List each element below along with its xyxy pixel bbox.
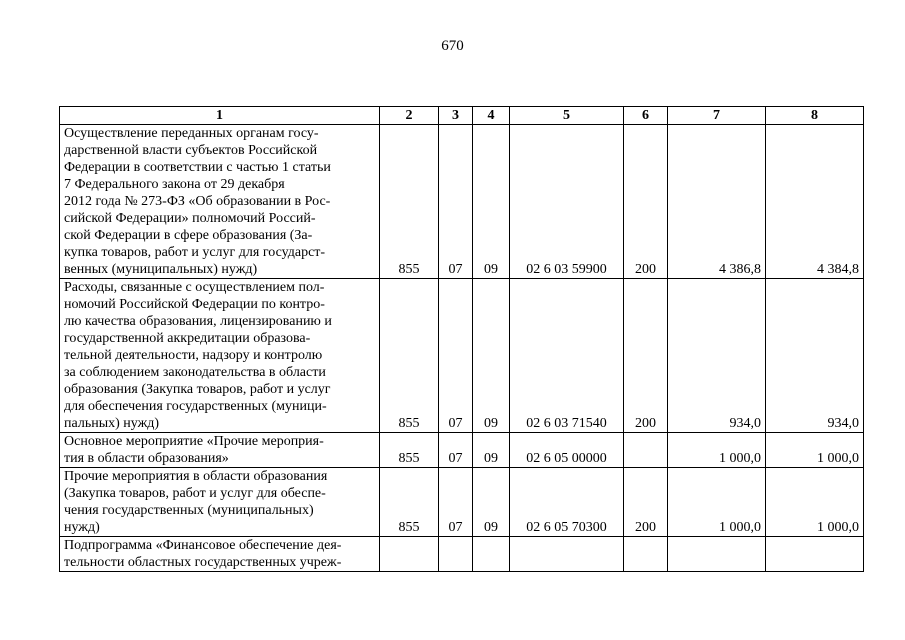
description-line: пальных) нужд) [64, 416, 160, 431]
column-header-3: 3 [439, 107, 473, 125]
cell-csr [510, 537, 624, 572]
column-header-7: 7 [668, 107, 766, 125]
description-line: сийской Федерации» полномочий Россий- [64, 211, 316, 226]
cell-sum-2: 1 000,0 [766, 433, 864, 468]
cell-description [60, 279, 380, 433]
description-line: для обеспечения государственных (муници- [64, 399, 327, 414]
description-line: номочий Российской Федерации по контро- [64, 297, 325, 312]
description-line: государственной аккредитации образова- [64, 331, 311, 346]
description-line: тия в области образования» [64, 451, 229, 466]
column-header-4: 4 [473, 107, 510, 125]
description-line: (Закупка товаров, работ и услуг для обеспе- [64, 486, 326, 501]
column-header-1: 1 [60, 107, 380, 125]
column-header-6: 6 [624, 107, 668, 125]
cell-description [60, 433, 380, 468]
table-row [60, 433, 864, 468]
cell-sum-1: 1 000,0 [668, 433, 766, 468]
cell-rz: 07 [439, 125, 473, 279]
column-header-5: 5 [510, 107, 624, 125]
description-line: 7 Федерального закона от 29 декабря [64, 177, 285, 192]
description-line: дарственной власти субъектов Российской [64, 143, 318, 158]
cell-vr [624, 537, 668, 572]
cell-sum-2 [766, 537, 864, 572]
description-line: образования (Закупка товаров, работ и услуг [64, 382, 331, 397]
cell-gr: 855 [380, 279, 439, 433]
cell-description [60, 468, 380, 537]
description-line: Основное мероприятие «Прочие мероприя- [64, 434, 324, 449]
description-line: 2012 года № 273-ФЗ «Об образовании в Рос- [64, 194, 331, 209]
page-number: 670 [441, 38, 464, 54]
description-line: лю качества образования, лицензированию и [64, 314, 332, 329]
description-line: Подпрограмма «Финансовое обеспечение дея- [64, 538, 342, 553]
cell-sum-1: 1 000,0 [668, 468, 766, 537]
cell-rz: 07 [439, 468, 473, 537]
table-body [60, 125, 864, 572]
cell-sum-1: 934,0 [668, 279, 766, 433]
cell-rz: 07 [439, 433, 473, 468]
cell-csr: 02 6 05 00000 [510, 433, 624, 468]
cell-csr: 02 6 05 70300 [510, 468, 624, 537]
description-line: Расходы, связанные с осуществлением пол- [64, 280, 325, 295]
column-header-2: 2 [380, 107, 439, 125]
cell-sum-2: 1 000,0 [766, 468, 864, 537]
cell-pr: 09 [473, 125, 510, 279]
cell-pr: 09 [473, 468, 510, 537]
table-row [60, 125, 864, 279]
description-line: Федерации в соответствии с частью 1 статьи [64, 160, 331, 175]
description-line: ской Федерации в сфере образования (За- [64, 228, 313, 243]
column-header-8: 8 [766, 107, 864, 125]
cell-description [60, 125, 380, 279]
description-line: венных (муниципальных) нужд) [64, 262, 258, 277]
cell-vr: 200 [624, 125, 668, 279]
cell-gr: 855 [380, 468, 439, 537]
cell-description [60, 537, 380, 572]
cell-gr [380, 537, 439, 572]
table-row [60, 279, 864, 433]
cell-rz [439, 537, 473, 572]
description-line: нужд) [64, 520, 100, 535]
cell-vr: 200 [624, 468, 668, 537]
description-line: чения государственных (муниципальных) [64, 503, 314, 518]
cell-sum-1: 4 386,8 [668, 125, 766, 279]
cell-csr: 02 6 03 71540 [510, 279, 624, 433]
cell-vr: 200 [624, 279, 668, 433]
description-line: Осуществление переданных органам госу- [64, 126, 319, 141]
description-line: купка товаров, работ и услуг для государст- [64, 245, 326, 260]
cell-pr: 09 [473, 433, 510, 468]
cell-gr: 855 [380, 433, 439, 468]
description-line: за соблюдением законодательства в области [64, 365, 326, 380]
table-header-row [60, 107, 864, 125]
cell-rz: 07 [439, 279, 473, 433]
budget-table [59, 106, 864, 572]
description-line: Прочие мероприятия в области образования [64, 469, 328, 484]
cell-sum-1 [668, 537, 766, 572]
description-line: тельности областных государственных учреж- [64, 555, 342, 570]
cell-gr: 855 [380, 125, 439, 279]
table-row [60, 468, 864, 537]
table-row [60, 537, 864, 572]
cell-sum-2: 4 384,8 [766, 125, 864, 279]
cell-csr: 02 6 03 59900 [510, 125, 624, 279]
cell-pr: 09 [473, 279, 510, 433]
description-line: тельной деятельности, надзору и контролю [64, 348, 323, 363]
cell-sum-2: 934,0 [766, 279, 864, 433]
cell-pr [473, 537, 510, 572]
cell-vr [624, 433, 668, 468]
